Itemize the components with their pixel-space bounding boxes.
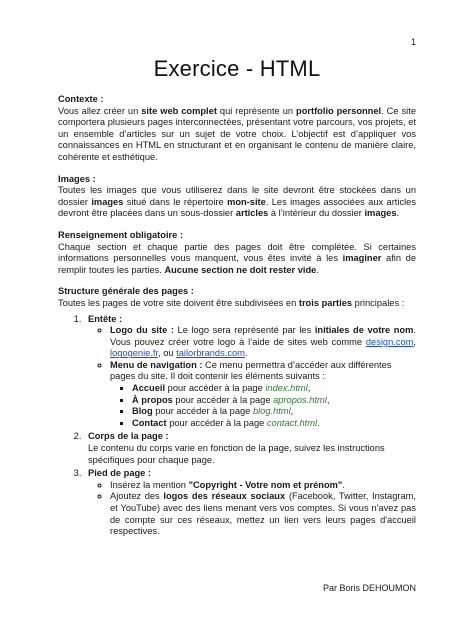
bold-run: logos des réseaux sociaux: [163, 491, 286, 502]
text-run: afin de remplir toutes les parties.: [58, 253, 416, 275]
bold-run: À propos: [132, 394, 173, 405]
section-paragraph: [58, 185, 416, 220]
text-run: Insérez la mention: [110, 479, 189, 490]
menu-items-list: [110, 383, 416, 429]
bold-run: Logo du site :: [110, 325, 174, 336]
section-heading: Images :: [58, 173, 96, 184]
file-name: apropos.html: [273, 394, 327, 405]
text-run: .: [342, 479, 345, 490]
text-run: ,: [413, 336, 416, 347]
text-run: pour accéder à la page: [152, 406, 253, 417]
link-design-com[interactable]: design.com: [365, 336, 414, 347]
menu-item-contact: [132, 418, 416, 430]
structure-list: [58, 314, 416, 538]
section-structure: [58, 286, 416, 537]
list-item-label: Pied de page :: [88, 468, 152, 479]
text-run: principales :: [352, 297, 405, 308]
text-run: pour accéder à la page: [165, 383, 266, 394]
text-run: ,: [307, 383, 311, 394]
entete-sublist: [88, 325, 416, 429]
text-run: , ou: [158, 348, 177, 359]
bold-run: portfolio personnel: [296, 105, 382, 116]
link-logogenie-fr[interactable]: logogenie.fr: [110, 348, 159, 359]
list-item-pied: [84, 468, 416, 538]
bold-run: imaginer: [342, 253, 382, 264]
section-paragraph: [58, 106, 416, 164]
section-renseignement: [58, 230, 416, 276]
text-run: (Facebook, Twitter, Instagram, et YouTube) avec des liens menant vers vos comptes. Si vous n'avez pas de compte sur ces réseaux, mettez un lien vers leurs pages d'accueil respectives.: [110, 491, 416, 537]
section-contexte: [58, 94, 416, 164]
text-run: pour accéder à la page: [166, 417, 267, 428]
text-run: Ajoutez des: [110, 491, 164, 502]
bold-run: site web complet: [141, 105, 217, 116]
text-run: Vous allez créer un: [58, 105, 142, 116]
bold-run: "Copyright - Votre nom et prénom": [188, 479, 343, 490]
section-paragraph: [58, 242, 416, 277]
text-run: . Les images associées aux articles devront être placées dans un sous-dossier: [58, 196, 416, 219]
section-images: [58, 174, 416, 220]
section-heading: Structure générale des pages :: [58, 286, 194, 297]
bold-run: initiales de votre nom: [314, 325, 414, 336]
section-heading: Renseignement obligatoire :: [58, 229, 184, 240]
menu-item-apropos: [132, 395, 416, 407]
sublist-item-logo: [110, 325, 416, 360]
text-run: .: [317, 417, 320, 428]
text-run: ,: [290, 406, 294, 417]
text-run: Toutes les pages de votre site doivent être subdivisées en: [58, 297, 299, 308]
menu-item-blog: [132, 406, 416, 418]
text-run: .: [396, 208, 400, 219]
text-run: Ce menu permettra d’accéder aux différentes pages du site. Il doit contenir les éléments suivants :: [110, 359, 392, 382]
text-run: ,: [326, 394, 330, 405]
bold-run: trois parties: [298, 297, 353, 308]
bold-run: Aucune section ne doit rester vide: [164, 264, 317, 275]
text-run: .: [244, 348, 248, 359]
text-run: .: [316, 264, 319, 275]
bold-run: Menu de navigation :: [110, 359, 203, 370]
section-heading: Contexte :: [58, 94, 104, 104]
text-run: à l’intérieur du dossier: [268, 208, 365, 219]
bold-run: Contact: [132, 417, 167, 428]
bold-run: Accueil: [132, 383, 166, 394]
document-body: [58, 94, 416, 548]
file-name: contact.html: [266, 417, 318, 428]
text-run: qui représente un: [216, 105, 297, 116]
menu-item-accueil: [132, 383, 416, 395]
sublist-item-menu: [110, 360, 416, 430]
bold-run: mon-site: [227, 196, 266, 207]
text-run: situé dans le répertoire: [123, 196, 228, 207]
list-item-label: Corps de la page :: [88, 431, 169, 442]
bold-run: articles: [235, 208, 269, 219]
text-run: . Vous pouvez créer votre logo à l’aide de sites web comme: [110, 325, 417, 347]
list-item-corps: [84, 431, 416, 466]
file-name: blog.html: [252, 406, 291, 417]
sublist-item-social: [110, 491, 416, 537]
text-run: Toutes les images que vous utiliserez dans le site devront être stockées dans un dossier: [58, 185, 416, 207]
list-item-label: Entête :: [88, 313, 123, 324]
list-item-entete: [84, 314, 416, 430]
bold-run: images: [91, 196, 124, 207]
page-number: 1: [410, 37, 416, 47]
bold-run: Blog: [132, 406, 153, 417]
link-tailorbrands-com[interactable]: tailorbrands.com: [176, 348, 245, 359]
text-run: . Ce site comportera plusieurs pages interconnectées, présentant votre parcours, vos projets, et un ensemble d’articles sur un sujet de votre choix. L’objectif est d’appliquer vos connaissances en HTML en structurant et en organisant le contenu de manière claire, cohérente et esthétique.: [58, 105, 416, 162]
text-run: Le logo sera représenté par les: [173, 325, 315, 336]
page-title: Exercice - HTML: [153, 56, 321, 81]
pied-sublist: [88, 480, 416, 538]
text-run: pour accéder à la page: [172, 394, 274, 405]
bold-run: images: [364, 208, 397, 219]
sublist-item-copyright: [110, 480, 416, 492]
list-item-text: Le contenu du corps varie en fonction de la page, suivez les instructions spécifiques pour chaque page.: [88, 443, 385, 465]
text-run: Chaque section et chaque partie des pages doit être complétée. Si certaines informations personnelles vous manquent, vous êtes invité à les: [58, 241, 416, 264]
file-name: index.html: [265, 383, 308, 394]
footer-author: Par Boris DEHOUMON: [322, 583, 416, 593]
section-paragraph: [58, 298, 416, 310]
